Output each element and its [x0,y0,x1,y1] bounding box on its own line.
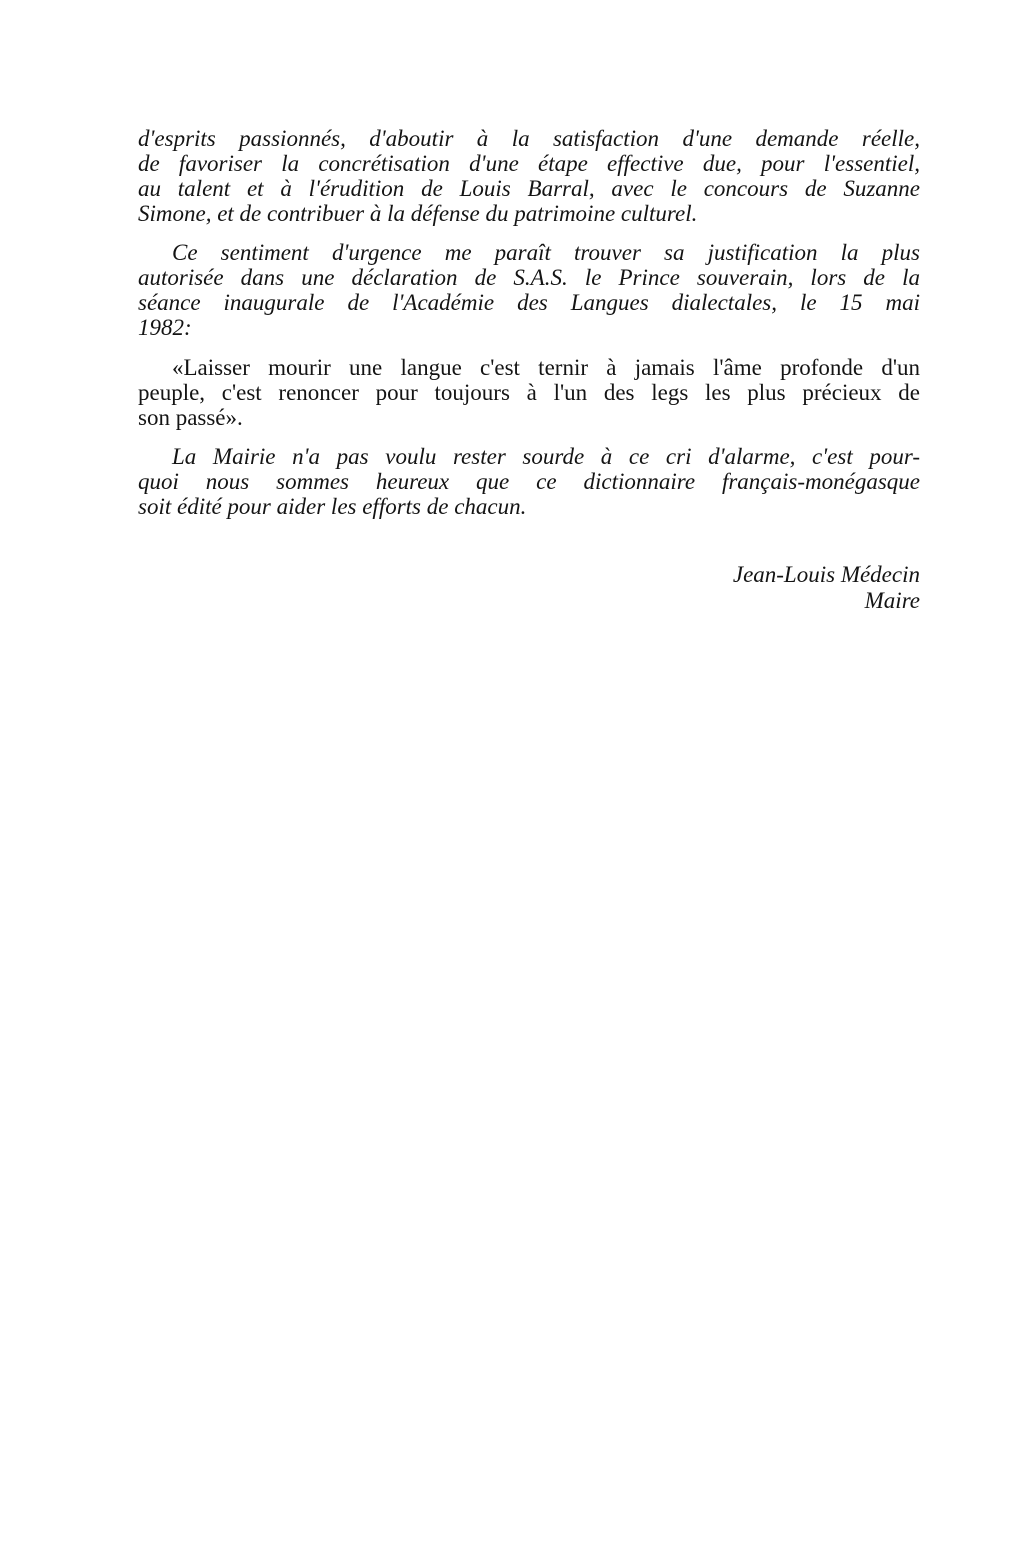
paragraph-quotation [138,355,920,430]
text-line: «Laisser mourir une langue c'est ternir à jamais l'âme profonde d'un [172,355,920,380]
text-line: autorisée dans une déclaration de S.A.S. le Prince souverain, lors de la [138,265,920,290]
text-line: peuple, c'est renoncer pour toujours à l'un des legs les plus précieux de [138,380,920,405]
text-line: d'esprits passionnés, d'aboutir à la satisfaction d'une demande réelle, [138,126,920,151]
text-line: La Mairie n'a pas voulu rester sourde à ce cri d'alarme, c'est pour- [172,444,920,469]
paragraph-continuation [138,126,920,226]
text-line: soit édité pour aider les efforts de chacun. [138,494,527,519]
text-line: 1982: [138,315,192,340]
text-line: quoi nous sommes heureux que ce dictionnaire français-monégasque [138,469,920,494]
text-line: de favoriser la concrétisation d'une étape effective due, pour l'essentiel, [138,151,920,176]
paragraph-mairie [138,444,920,519]
signature-name: Jean-Louis Médecin [732,562,920,587]
text-line: séance inaugurale de l'Académie des Langues dialectales, le 15 mai [138,290,920,315]
text-line: Ce sentiment d'urgence me paraît trouver sa justification la plus [172,240,920,265]
signature-title: Maire [864,588,920,613]
text-line: Simone, et de contribuer à la défense du patrimoine culturel. [138,201,698,226]
paragraph-urgency [138,240,920,340]
text-line: son passé». [138,405,243,430]
text-line: au talent et à l'érudition de Louis Barral, avec le concours de Suzanne [138,176,920,201]
